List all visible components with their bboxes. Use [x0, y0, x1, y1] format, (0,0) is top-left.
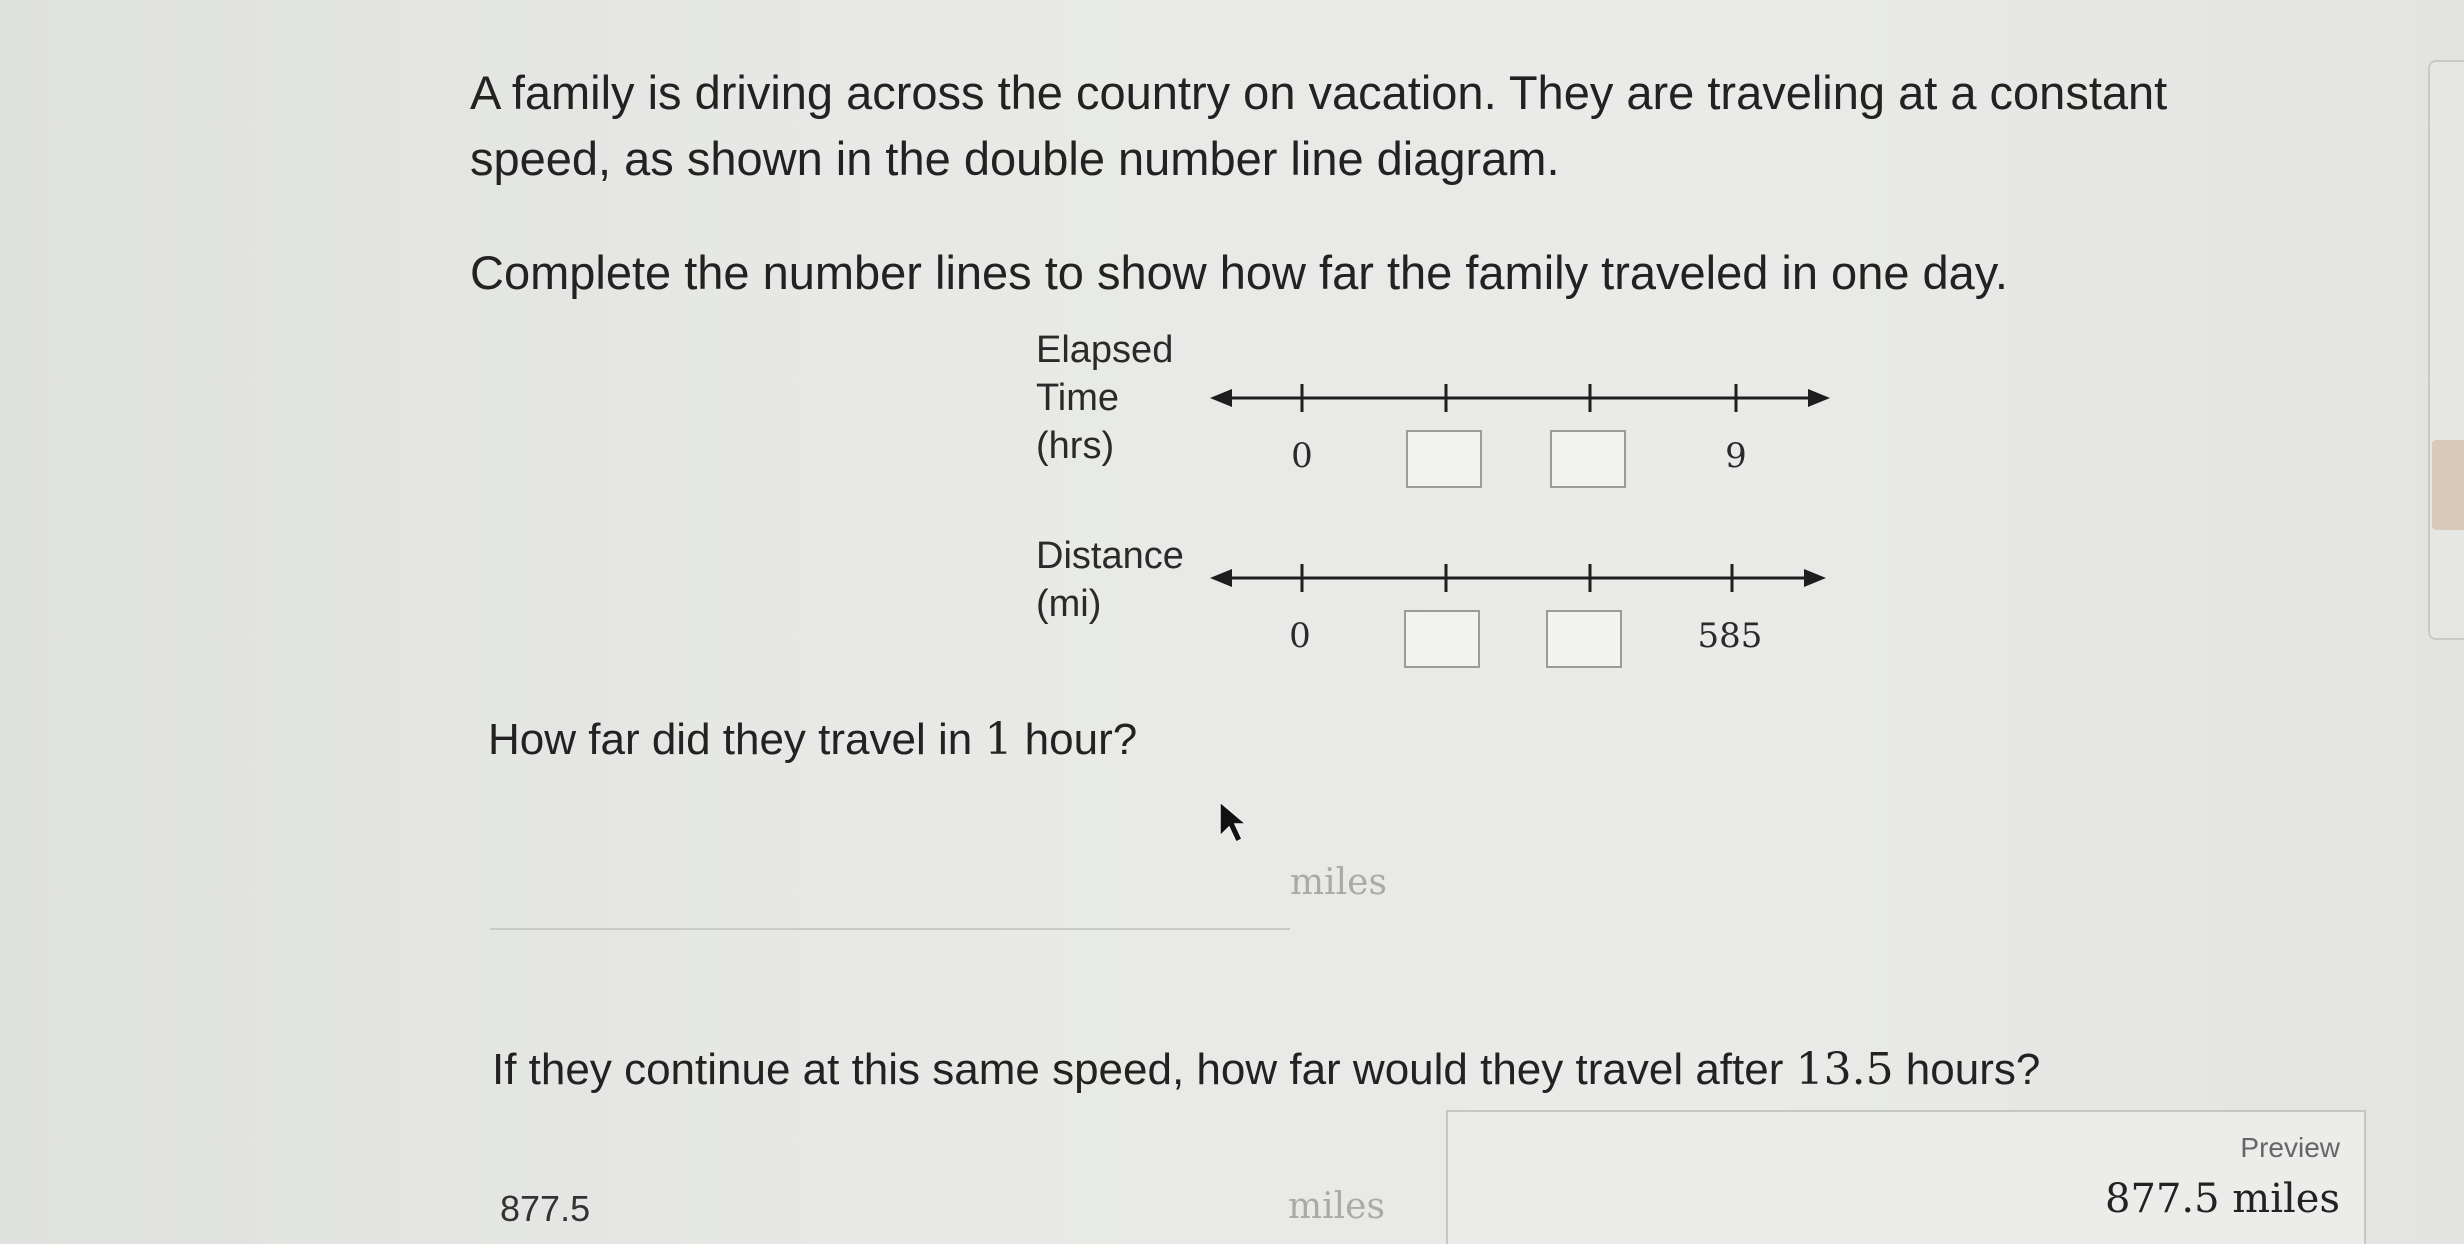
part1-answer-input[interactable]: [490, 850, 1290, 930]
part1-unit: miles: [1290, 862, 1387, 903]
distance-tick-start: 0: [1289, 616, 1311, 656]
right-arrow-icon: [1804, 569, 1826, 587]
time-label-line1: Elapsed: [1036, 329, 1174, 371]
part1-question: How far did they travel in 1 hour?: [488, 714, 1138, 765]
left-arrow-icon: [1210, 389, 1232, 407]
left-arrow-icon: [1210, 569, 1232, 587]
distance-box-1[interactable]: [1404, 610, 1480, 668]
time-tick-start: 0: [1291, 436, 1313, 476]
distance-label-line2: (mi): [1036, 583, 1102, 625]
part2-answer-input[interactable]: [486, 1176, 1286, 1242]
side-scroll-thumb[interactable]: [2432, 440, 2464, 530]
part2-question: If they continue at this same speed, how far would they travel after 13.5 hours?: [492, 1044, 2041, 1095]
time-label-line2: Time: [1036, 377, 1120, 419]
distance-tick-end: 585: [1697, 616, 1763, 656]
distance-box-2[interactable]: [1546, 610, 1622, 668]
distance-number-line: [1210, 560, 1830, 600]
part2-unit: miles: [1288, 1186, 1385, 1227]
preview-value: 877.5 miles: [2105, 1176, 2340, 1222]
side-panel-edge[interactable]: [2428, 60, 2464, 640]
distance-label-line1: Distance: [1036, 535, 1184, 577]
time-box-1[interactable]: [1406, 430, 1482, 488]
time-label-line3: (hrs): [1036, 425, 1115, 467]
time-tick-end: 9: [1725, 436, 1747, 476]
question-intro: A family is driving across the country on vacation. They are traveling at a constant speed, as shown in the double number line diagram.: [470, 66, 2168, 185]
mouse-pointer-icon: [1218, 800, 1248, 844]
preview-title: Preview: [2240, 1132, 2340, 1163]
time-box-2[interactable]: [1550, 430, 1626, 488]
question-instruction: Complete the number lines to show how far the family traveled in one day.: [470, 246, 2008, 299]
right-arrow-icon: [1808, 389, 1830, 407]
time-number-line: [1210, 380, 1830, 420]
preview-panel: [1446, 1110, 2366, 1244]
